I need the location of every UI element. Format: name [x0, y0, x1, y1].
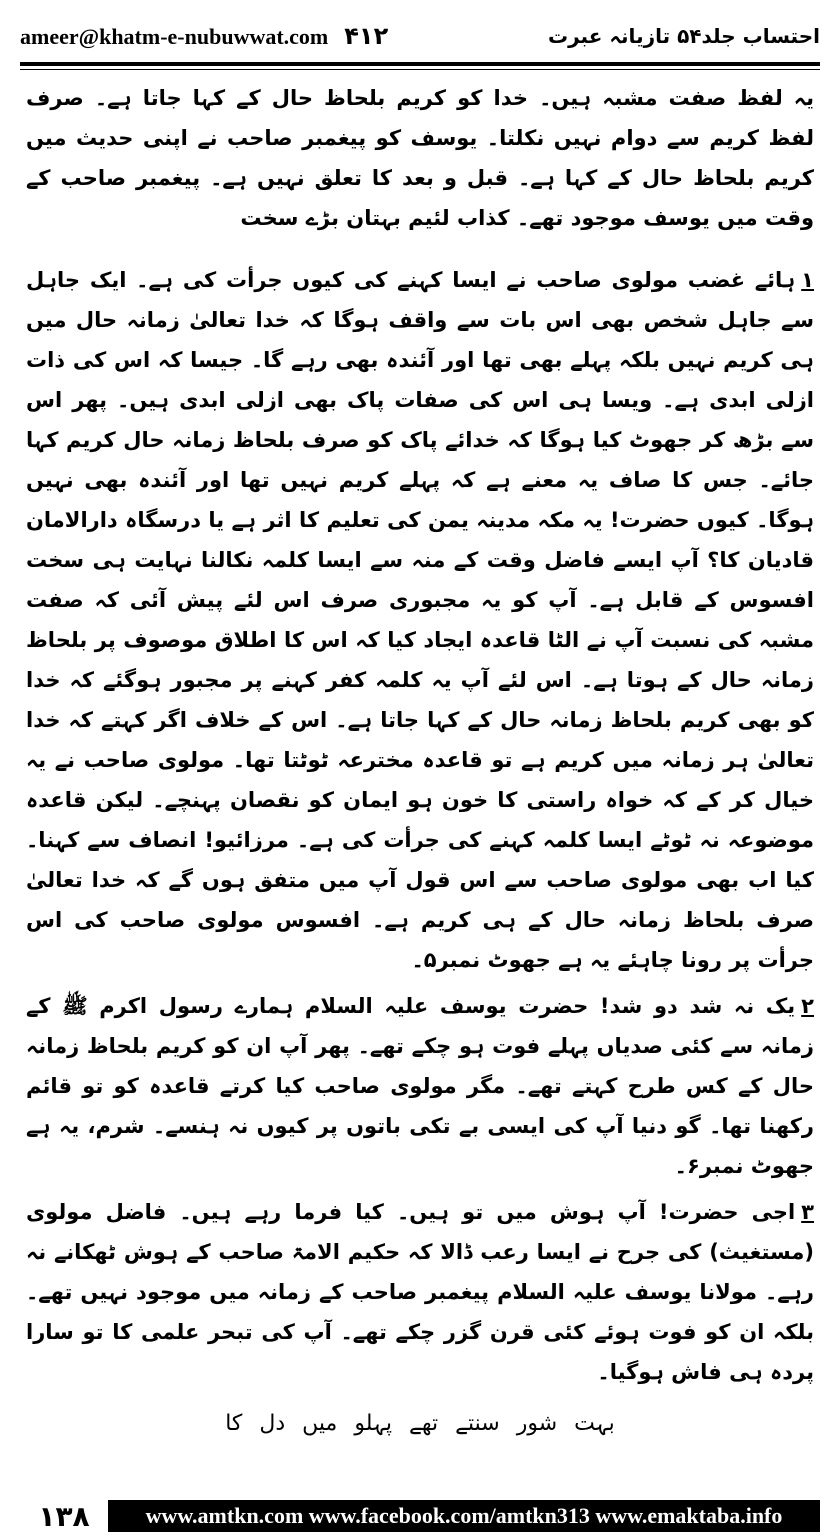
paragraph-2	[26, 986, 814, 1186]
page-footer	[20, 1498, 820, 1534]
header-page-number: ۴۱۲	[344, 22, 389, 50]
paragraph-2-number: ۲	[801, 994, 814, 1018]
header-rule-thick	[20, 62, 820, 66]
verse-line-1: بہت شور سنتے تھے پہلو میں دل کا	[225, 1411, 615, 1436]
paragraph-1-number: ۱	[801, 268, 814, 292]
header-left	[20, 22, 388, 50]
footer-links: www.amtkn.com www.facebook.com/amtkn313 www.emaktaba.info	[108, 1500, 820, 1532]
paragraph-3	[26, 1192, 814, 1392]
page-body	[26, 78, 814, 1450]
paragraph-3-number: ۳	[801, 1200, 814, 1224]
paragraph-2-text: یک نہ شد دو شد! حضرت یوسف علیہ السلام ہمارے رسول اکرم ﷺ کے زمانہ سے کئی صدیاں پہلے فوت ہو چکے تھے۔ پھر آپ ان کو کریم بلحاظ زمانہ حال کے کس طرح کہتے تھے۔ مگر مولوی صاحب کیا کرتے قاعدہ کو تو قائم رکھنا تھا۔ گو دنیا آپ کی ایسی بے تکی باتوں پر کیوں نہ ہنسے۔ شرم، یہ ہے جھوٹ نمبر۶۔	[26, 994, 814, 1178]
header-email: ameer@khatm-e-nubuwwat.com	[20, 24, 329, 49]
paragraph-1	[26, 260, 814, 980]
intro-paragraph: یہ لفظ صفت مشبہ ہیں۔ خدا کو کریم بلحاظ حال کے کہا جاتا ہے۔ صرف لفظ کریم سے دوام نہیں نکلتا۔ یوسف کو پیغمبر صاحب نے اپنی حدیث میں کریم بلحاظ حال کے کہا ہے۔ قبل و بعد کا تعلق نہیں ہے۔ پیغمبر صاحب کے وقت میں یوسف موجود تھے۔ کذاب لئیم بہتان بڑے سخت	[26, 86, 814, 230]
header-rule-thin	[20, 69, 820, 70]
header-book-title: احتساب جلد۵۴ تازیانہ عبرت	[548, 24, 820, 48]
page-header	[20, 16, 820, 56]
paragraph-3-text: اجی حضرت! آپ ہوش میں تو ہیں۔ کیا فرما رہے ہیں۔ فاضل مولوی (مستغیث) کی جرح نے ایسا رعب ڈالا کہ حکیم الامۃ صاحب کے ہوش ٹھکانے نہ رہے۔ مولانا یوسف علیہ السلام پیغمبر صاحب کے زمانہ میں موجود نہیں تھے۔ بلکہ ان کو فوت ہوئے کئی قرن گزر چکے تھے۔ آپ کی تبحر علمی کا تو سارا پردہ ہی فاش ہوگیا۔	[26, 1200, 814, 1384]
paragraph-1-text: ہائے غضب مولوی صاحب نے ایسا کہنے کی کیوں جرأت کی ہے۔ ایک جاہل سے جاہل شخص بھی اس بات سے واقف ہوگا کہ خدا تعالیٰ زمانہ حال میں ہی کریم نہیں بلکہ پہلے بھی تھا اور آئندہ بھی رہے گا۔ جیسا کہ اس کی ذات ازلی ابدی ہے۔ ویسا ہی اس کی صفات پاک بھی ازلی ابدی ہیں۔ پھر اس سے بڑھ کر جھوٹ کیا ہوگا کہ خدائے پاک کو صرف بلحاظ زمانہ حال کریم کہا جائے۔ جس کا صاف یہ معنے ہے کہ پہلے کریم نہیں تھا اور آئندہ بھی نہیں ہوگا۔ کیوں حضرت! یہ مکہ مدینہ یمن کی تعلیم کا اثر ہے یا درسگاہ دارالامان قادیان کا؟ آپ ایسے فاضل وقت کے منہ سے ایسا کلمہ نکالنا نہایت ہی سخت افسوس کے قابل ہے۔ آپ کو یہ مجبوری صرف اس لئے پیش آئی کہ صفت مشبہ کی نسبت آپ نے الٹا قاعدہ ایجاد کیا کہ اس کا اطلاق موصوف پر بلحاظ زمانہ حال کے ہوتا ہے۔ اس لئے آپ یہ کلمہ کفر کہنے پر مجبور ہوگئے کہ خدا کو بھی کریم بلحاظ زمانہ حال کے کہا جاتا ہے۔ اس کے خلاف اگر کہتے کہ خدا تعالیٰ ہر زمانہ میں کریم ہے تو قاعدہ مخترعہ ٹوٹتا تھا۔ مولوی صاحب نے یہ خیال کر کے کہ خواہ راستی کا خون ہو ایمان کو نقصان پہنچے۔ لیکن قاعدہ موضوعہ نہ ٹوٹے ایسا کلمہ کہنے کی جرأت کی ہے۔ مرزائیو! انصاف سے کہنا۔ کیا اب بھی مولوی صاحب سے اس قول آپ میں متفق ہوں گے کہ خدا تعالیٰ صرف بلحاظ زمانہ حال کے ہی کریم ہے۔ افسوس مولوی صاحب کی اس جرأت پر رونا چاہئے یہ ہے جھوٹ نمبر۵۔	[26, 268, 814, 972]
footer-page-number: ۱۳۸	[38, 1499, 90, 1533]
